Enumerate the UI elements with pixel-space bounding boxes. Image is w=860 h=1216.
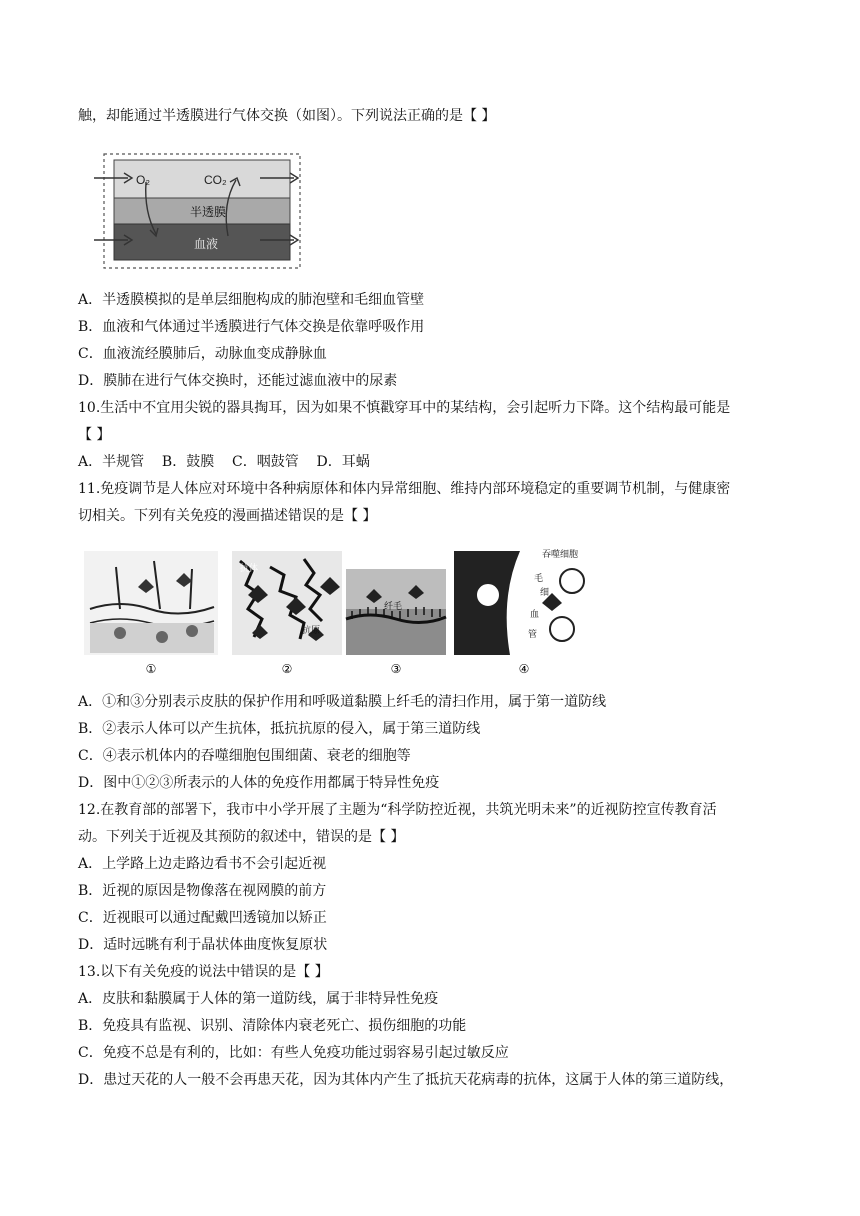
capillary-char-1: 毛 [534,574,544,584]
q11-stem-cont: 切相关。下列有关免疫的漫画描述错误的是【 】 [78,508,377,524]
membrane-lung-figure [94,140,306,272]
q11-option-d: D．图中①②③所表示的人体的免疫作用都属于特异性免疫 [78,775,440,791]
q10-options: A．半规管 B．鼓膜 C．咽鼓管 D．耳蜗 [78,454,370,470]
capillary-char-4: 管 [528,630,538,640]
q13-option-c: C．免疫不总是有利的，比如：有些人免疫功能过弱容易引起过敏反应 [78,1045,509,1061]
comic-label-4: ④ [518,662,530,676]
q12-option-a: A．上学路上边走路边看书不会引起近视 [78,856,327,872]
comic-label-3: ③ [390,662,402,676]
q13-option-a: A．皮肤和黏膜属于人体的第一道防线，属于非特异性免疫 [78,991,439,1007]
comic-panel-phagocyte [454,551,594,655]
comic-label-2: ② [281,662,293,676]
co2-label: CO₂ [204,173,227,187]
o2-label: O₂ [136,173,150,187]
comic-panel-skin [84,551,218,655]
q12-stem: 12.在教育部的部署下，我市中小学开展了主题为“科学防控近视，共筑光明未来”的近视防控宣传教育活 [78,802,717,818]
q9-option-d: D．膜肺在进行气体交换时，还能过滤血液中的尿素 [78,373,398,389]
q10-stem: 10.生活中不宜用尖锐的器具掏耳，因为如果不慎戳穿耳中的某结构，会引起听力下降。这个结构最可能是 [78,400,731,416]
q9-stem: 触，却能通过半透膜进行气体交换（如图）。下列说法正确的是【 】 [78,108,496,124]
antigen-label: 抗原 [302,626,321,636]
q12-stem-cont: 动。下列关于近视及其预防的叙述中，错误的是【 】 [78,829,405,845]
capillary-char-2: 细 [540,588,550,598]
antibody-label: 抗体 [240,564,259,574]
q11-option-b: B．②表示人体可以产生抗体，抵抗抗原的侵入，属于第三道防线 [78,721,481,737]
immunity-comic-figure [80,537,600,679]
q9-option-b: B．血液和气体通过半透膜进行气体交换是依靠呼吸作用 [78,319,425,335]
capillary-char-3: 血 [530,610,540,620]
membrane-label: 半透膜 [190,205,227,219]
q13-option-d: D．患过天花的人一般不会再患天花，因为其体内产生了抵抗天花病毒的抗体，这属于人体的第三道防线， [78,1072,734,1088]
q12-option-d: D．适时远眺有利于晶状体曲度恢复原状 [78,937,328,953]
q9-option-a: A．半透膜模拟的是单层细胞构成的肺泡壁和毛细血管壁 [78,292,425,308]
blood-label: 血液 [194,237,219,251]
q13-option-b: B．免疫具有监视、识别、清除体内衰老死亡、损伤细胞的功能 [78,1018,467,1034]
comic-label-1: ① [145,662,157,676]
q11-option-c: C．④表示机体内的吞噬细胞包围细菌、衰老的细胞等 [78,748,411,764]
cilia-label: 纤毛 [384,602,403,612]
q11-option-a: A．①和③分别表示皮肤的保护作用和呼吸道黏膜上纤毛的清扫作用，属于第一道防线 [78,694,607,710]
q12-option-b: B．近视的原因是物像落在视网膜的前方 [78,883,327,899]
q10-stem-bracket: 【 】 [78,427,111,443]
q9-option-c: C．血液流经膜肺后，动脉血变成静脉血 [78,346,327,362]
comic-panel-cilia [346,569,446,655]
q12-option-c: C．近视眼可以通过配戴凹透镜加以矫正 [78,910,327,926]
q13-stem: 13.以下有关免疫的说法中错误的是【 】 [78,964,329,980]
phagocyte-label: 吞噬细胞 [542,550,579,560]
q11-stem: 11.免疫调节是人体应对环境中各种病原体和体内异常细胞、维持内部环境稳定的重要调节机制，与健康密 [78,481,731,497]
